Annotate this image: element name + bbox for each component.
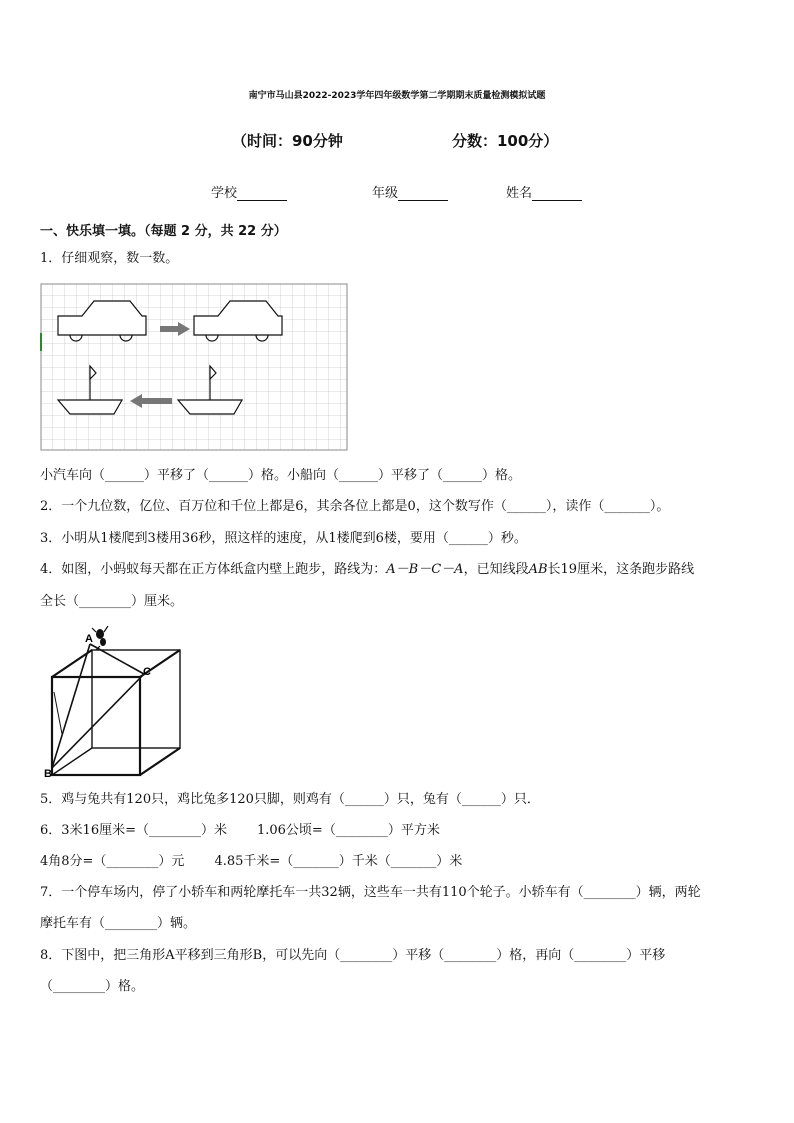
question-4-text-a: 4．如图，小蚂蚁每天都在正方体纸盒内壁上跑步，路线为： — [40, 562, 387, 577]
page-title: 南宁市马山县2022-2023学年四年级数学第二学期期末质量检测模拟试题 — [248, 91, 546, 101]
question-4-route: A－B－C－A — [386, 562, 464, 577]
grade-field[interactable] — [372, 182, 448, 201]
question-5[interactable]: 5．鸡与兔共有120只，鸡比兔多120只脚，则鸡有（______）只，兔有（______）只． — [40, 792, 540, 807]
question-6c[interactable]: 4角8分=（________）元 — [40, 854, 185, 869]
school-label: 学校 — [211, 186, 238, 201]
ant-path — [52, 644, 144, 768]
question-8[interactable]: 8．下图中，把三角形A平移到三角形B，可以先向（________）平移（________）格，再向（________）平移 — [40, 948, 666, 963]
grade-label: 年级 — [372, 186, 399, 201]
question-3[interactable]: 3．小明从1楼爬到3楼用36秒，照这样的速度，从1楼爬到6楼，要用（______）秒。 — [40, 531, 527, 546]
name-blank[interactable] — [532, 187, 582, 201]
question-4-text-b: ，已知线段 — [463, 562, 529, 577]
name-label: 姓名 — [506, 186, 533, 201]
grid-background — [41, 284, 347, 450]
question-1-fill[interactable]: 小汽车向（______）平移了（______）格。小船向（______）平移了（______）格。 — [40, 468, 522, 483]
question-2[interactable]: 2．一个九位数，亿位、百万位和千位上都是6，其余各位上都是0，这个数写作（______），读作（_______）。 — [40, 499, 670, 514]
vertex-c-label: C — [143, 666, 151, 678]
translation-grid-figure — [40, 283, 348, 451]
name-field[interactable] — [506, 182, 582, 201]
vertex-a-label: A — [85, 633, 93, 645]
cube-figure — [40, 622, 190, 782]
school-blank[interactable] — [237, 187, 287, 201]
question-4 — [40, 561, 694, 579]
question-6a[interactable]: 6．3米16厘米=（________）米 — [40, 823, 227, 838]
exam-time: （时间：90分钟 — [232, 132, 343, 150]
question-4-text-c: 长19厘米，这条跑步路线 — [547, 562, 695, 577]
question-4-fill[interactable]: 全长（________）厘米。 — [40, 594, 184, 609]
question-8-cont[interactable]: （________）格。 — [40, 979, 145, 994]
exam-score: 分数：100分） — [452, 132, 559, 150]
cube-edges — [52, 650, 180, 775]
question-7[interactable]: 7．一个停车场内，停了小轿车和两轮摩托车一共32辆，这些车一共有110个轮子。小轿车有（________）辆，两轮 — [40, 885, 701, 900]
grade-blank[interactable] — [398, 187, 448, 201]
question-1: 1．仔细观察，数一数。 — [40, 251, 179, 266]
question-6-line-1[interactable] — [40, 822, 440, 840]
question-6b[interactable]: 1.06公顷=（________）平方米 — [256, 823, 440, 838]
school-field[interactable] — [211, 182, 287, 201]
question-6-line-2[interactable] — [40, 853, 462, 871]
vertex-b-label: B — [44, 768, 52, 780]
question-4-segment: AB — [528, 562, 548, 577]
section-title: 一、快乐填一填。（每题 2 分，共 22 分） — [40, 224, 287, 239]
question-6d[interactable]: 4.85千米=（_______）千米（_______）米 — [214, 854, 463, 869]
question-7-cont[interactable]: 摩托车有（________）辆。 — [40, 916, 197, 931]
